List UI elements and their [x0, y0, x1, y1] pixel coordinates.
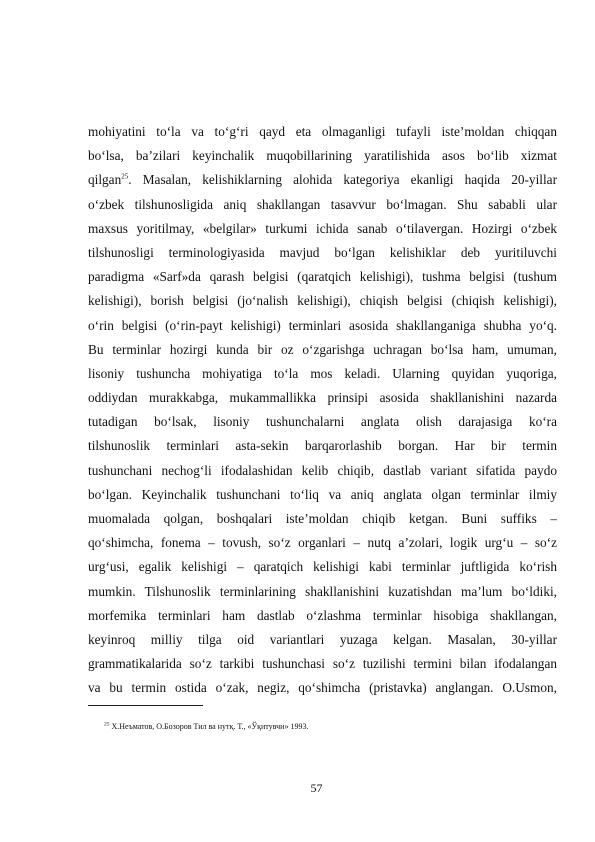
text-line: Bu terminlar hozirgi kunda bir oz o‘zgarishga uchragan bo‘lsa ham, umuman,: [88, 341, 557, 357]
text-line: mohiyatini to‘la va to‘g‘ri qayd eta olmaganligi tufayli iste’moldan chiqqan: [88, 124, 557, 139]
text-line: oddiydan murakkabga, mukammallikka prinsipi asosida shakllanishini nazarda: [88, 390, 557, 406]
text-line: maxsus yoritilmay, «belgilar» turkumi ichida sanab o‘tilavergan. Hozirgi o‘zbek: [88, 220, 557, 236]
text-line: o‘rin belgisi (o‘rin-payt kelishigi) terminlari asosida shakllanganiga shubha yo‘q.: [88, 317, 557, 333]
footnote: [104, 722, 308, 732]
text-line: lisoniy tushuncha mohiyatiga to‘la mos keladi. Ularning quyidan yuqoriga,: [88, 365, 557, 381]
text-segment: Masalan, kelishiklarning alohida kategoriya ekanligi haqida 20-yillar: [142, 172, 557, 188]
text-line: muomalada qolgan, boshqalari iste’moldan chiqib ketgan. Buni suffiks –: [88, 511, 557, 526]
text-line: bo‘lsa, ba’zilari keyinchalik muqobillarining yaratilishida asos bo‘lib xizmat: [88, 148, 557, 164]
footnote-divider: [88, 705, 203, 706]
text-line: bo‘lgan. Keyinchalik tushunchani to‘liq va aniq anglata olgan terminlar ilmiy: [88, 486, 557, 502]
text-line: grammatikalarida so‘z tarkibi tushunchasi so‘z tuzilishi termini bilan ifodalangan: [88, 656, 557, 672]
body-paragraph: [88, 120, 557, 701]
page-number: 57: [310, 781, 323, 795]
footnote-text: Х.Неъматов, О.Бозоров Тил ва нутқ. Т., «Ўқитувчи» 1993.: [111, 722, 309, 731]
text-line: kelishigi), borish belgisi (jo‘nalish kelishigi), chiqish belgisi (chiqish kelishigi),: [88, 293, 557, 309]
text-line: tilshunoslik terminlari asta-sekin barqarorlashib borgan. Har bir termin: [88, 438, 557, 454]
text-line: mumkin. Tilshunoslik terminlarining shakllanishini kuzatishdan ma’lum bo‘ldiki,: [88, 583, 557, 599]
footnote-reference[interactable]: 25: [121, 172, 129, 181]
text-line: tutadigan bo‘lsak, lisoniy tushunchalarni anglata olish darajasiga ko‘ra: [88, 414, 557, 430]
text-line: qilgan$^{25}$. Masalan, kelishiklarning alohida kategoriya ekanligi haqida 20-yillar: [88, 172, 557, 188]
text-line: tushunchani nechog‘li ifodalashidan kelib chiqib, dastlab variant sifatida paydo: [88, 462, 557, 478]
text-line: qo‘shimcha, fonema – tovush, so‘z organlari – nutq a’zolari, logik urg‘u – so‘z: [88, 535, 557, 551]
text-line: tilshunosligi terminologiyasida mavjud bo‘lgan kelishiklar deb yuritiluvchi: [88, 244, 557, 260]
text-line: morfemika terminlari ham dastlab o‘zlashma terminlar hisobiga shakllangan,: [88, 607, 557, 623]
text-line: paradigma «Sarf»da qarash belgisi (qaratqich kelishigi), tushma belgisi (tushum: [88, 269, 557, 285]
footnote-marker: 25: [104, 721, 110, 728]
text-line: keyinroq milliy tilga oid variantlari yuzaga kelgan. Masalan, 30-yillar: [88, 631, 557, 647]
text-line: va bu termin ostida o‘zak, negiz, qo‘shimcha (pristavka) anglangan. O.Usmon,: [88, 680, 557, 696]
text-line: o‘zbek tilshunosligida aniq shakllangan tasavvur bo‘lmagan. Shu sababli ular: [88, 196, 557, 212]
text-line: urg‘usi, egalik kelishigi – qaratqich kelishigi kabi terminlar juftligida ko‘rish: [88, 559, 557, 575]
text-segment: qilgan: [88, 172, 122, 188]
